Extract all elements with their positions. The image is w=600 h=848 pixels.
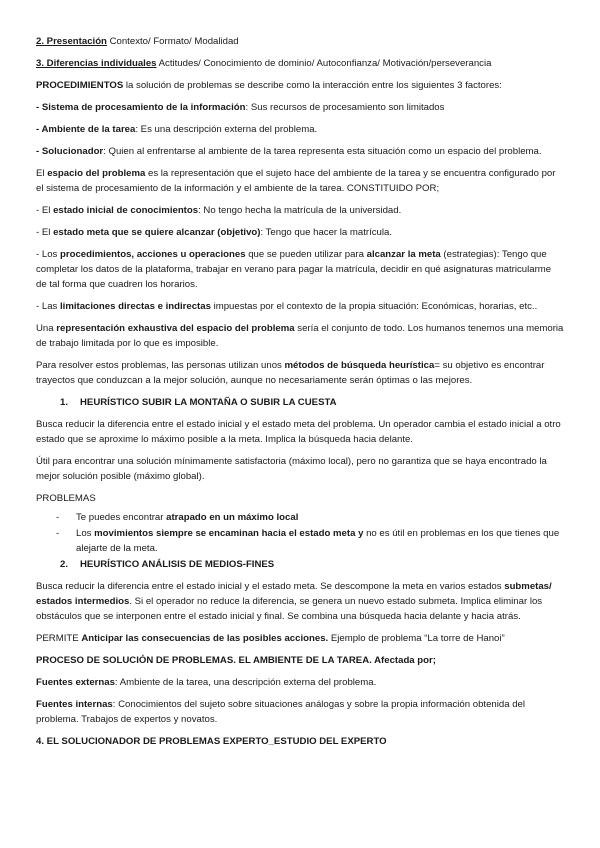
heuristic-2-heading: 2. HEURÍSTICO ANÁLISIS DE MEDIOS-FINES	[60, 559, 275, 570]
problem-item: - Los movimientos siempre se encaminan hacia el estado meta y no es útil en problemas en los que tienes que alejarte de la meta.	[56, 528, 560, 554]
fuentes-externas-paragraph: Fuentes externas: Ambiente de la tarea, una descripción externa del problema.	[36, 677, 377, 688]
fuentes-internas-paragraph: Fuentes internas: Conocimientos del sujeto sobre situaciones análogas y sobre la propia información obtenida del problema. Trabajos de expertos y novatos.	[36, 699, 526, 725]
factor-item: - Ambiente de la tarea: Es una descripción externa del problema.	[36, 124, 318, 135]
problem-item: - Te puedes encontrar atrapado en un máximo local	[56, 512, 299, 523]
component-item: - El estado inicial de conocimientos: No tengo hecha la matrícula de la universidad.	[36, 205, 402, 216]
factor-item: - Solucionador: Quien al enfrentarse al ambiente de la tarea representa esta situación como un espacio del problema.	[36, 146, 542, 157]
espacio-problema-paragraph: El espacio del problema es la representación que el sujeto hace del ambiente de la tarea y se encuentra configurado por el sistema de procesamiento de la información y el ambiente de la tarea. CONSTITUIDO POR;	[36, 168, 556, 194]
heuristic-1-paragraph: Busca reducir la diferencia entre el estado inicial y el estado meta del problema. Un operador cambia el estado inicial a otro estado que se aproxime lo máximo posible a la meta. Implica la búsqueda hacia delante.	[36, 419, 561, 445]
procedimientos-paragraph: PROCEDIMIENTOS la solución de problemas se describe como la interacción entre los siguientes 3 factores:	[36, 80, 502, 91]
component-item: - Los procedimientos, acciones u operaciones que se pueden utilizar para alcanzar la meta (estrategias): Tengo que completar los datos de la plataforma, trabajar en verano para pagar la matrícula, decidir en qué asignaturas matricularme de tal forma que cuadren los horarios.	[36, 249, 552, 290]
heuristica-paragraph: Para resolver estos problemas, las personas utilizan unos métodos de búsqueda heurística= su objetivo es encontrar trayectos que conduzcan a la mejor solución, aunque no necesariamente serán óptimas o las mejores.	[36, 360, 545, 386]
problemas-label: PROBLEMAS	[36, 493, 96, 504]
section-3-title: 3. Diferencias individuales	[36, 58, 157, 69]
factor-item: - Sistema de procesamiento de la información: Sus recursos de procesamiento son limitados	[36, 102, 445, 113]
heuristic-2-paragraph: Busca reducir la diferencia entre el estado inicial y el estado meta. Se descompone la meta en varios estados submetas/ estados intermedios. Si el operador no reduce la diferencia, se genera un nuevo estado submeta. Implica eliminar los obstáculos que se interponen entre el estado inicial y final. Se combina una búsqueda hacia delante y hacia atrás.	[36, 581, 552, 622]
document-page	[36, 34, 564, 756]
proceso-heading: PROCESO DE SOLUCIÓN DE PROBLEMAS. EL AMBIENTE DE LA TAREA. Afectada por;	[36, 655, 436, 666]
section-2-title: 2. Presentación	[36, 36, 107, 47]
heuristic-1-paragraph: Útil para encontrar una solución mínimamente satisfactoria (máximo local), pero no garantiza que se haya encontrado la mejor solución posible (máximo global).	[36, 456, 547, 482]
section-4-heading: 4. EL SOLUCIONADOR DE PROBLEMAS EXPERTO_ESTUDIO DEL EXPERTO	[36, 736, 387, 747]
representacion-paragraph: Una representación exhaustiva del espacio del problema sería el conjunto de todo. Los humanos tenemos una memoria de trabajo limitada por lo que es imposible.	[36, 323, 564, 349]
heuristic-1-heading: 1. HEURÍSTICO SUBIR LA MONTAÑA O SUBIR LA CUESTA	[60, 397, 337, 408]
section-2-heading: 2. Presentación Contexto/ Formato/ Modalidad	[36, 36, 239, 47]
permite-paragraph: PERMITE Anticipar las consecuencias de las posibles acciones. Ejemplo de problema “La torre de Hanoi”	[36, 633, 505, 644]
component-item: - El estado meta que se quiere alcanzar (objetivo): Tengo que hacer la matrícula.	[36, 227, 393, 238]
component-item: - Las limitaciones directas e indirectas impuestas por el contexto de la propia situación: Económicas, horarias, etc..	[36, 301, 538, 312]
section-3-heading: 3. Diferencias individuales Actitudes/ Conocimiento de dominio/ Autoconfianza/ Motivación/perseverancia	[36, 58, 492, 69]
